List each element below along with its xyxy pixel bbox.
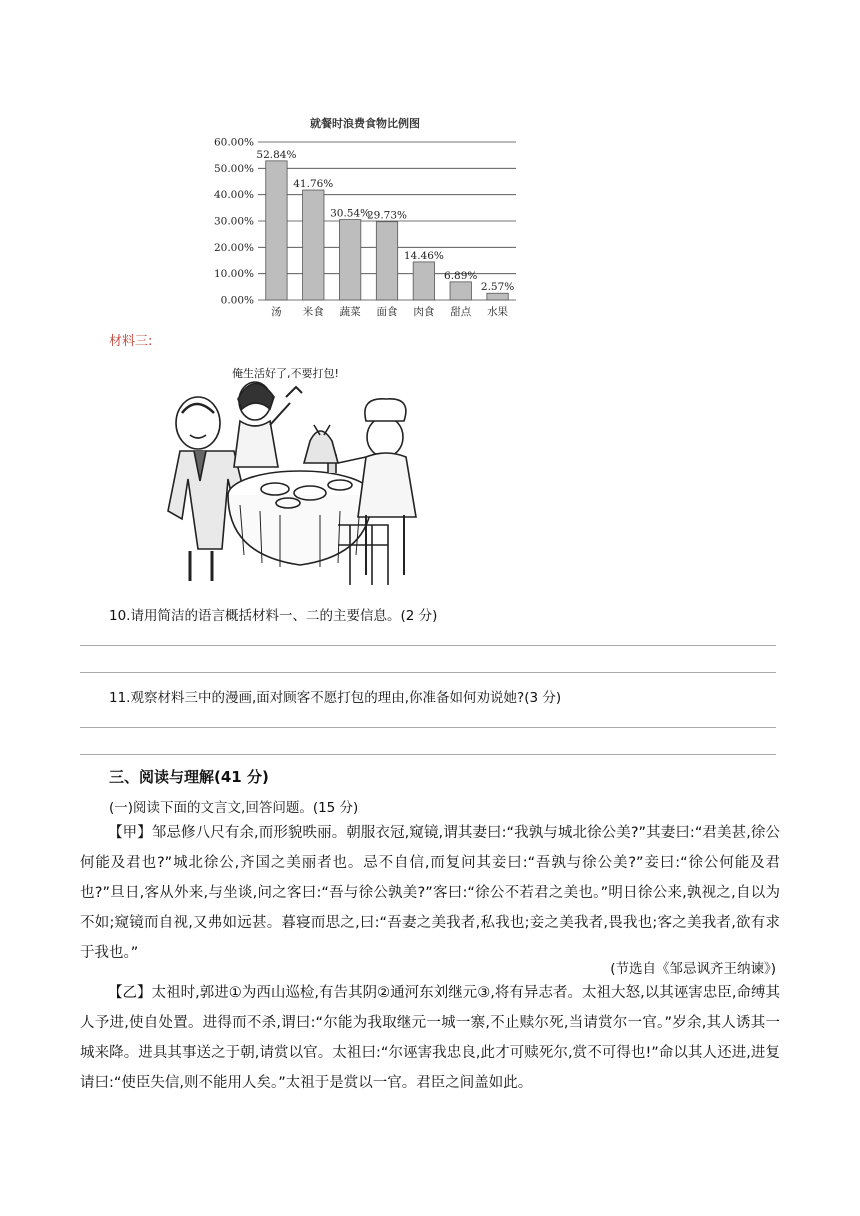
x-category-label: 米食 [302, 306, 324, 318]
question-10: 10.请用简洁的语言概括材料一、二的主要信息。(2 分) [109, 608, 438, 624]
passage-jia [80, 818, 780, 968]
answer-line[interactable] [80, 754, 776, 755]
bar-甜点 [450, 282, 471, 300]
bar-蔬菜 [339, 220, 360, 300]
bar-value-label: 14.46% [403, 249, 444, 262]
answer-line[interactable] [80, 672, 776, 673]
passage-source: (节选自《邹忌讽齐王纳谏》) [610, 961, 776, 977]
x-category-label: 汤 [271, 306, 282, 318]
y-tick-label: 60.00% [213, 136, 254, 149]
x-category-label: 面食 [376, 306, 398, 318]
material3-label: 材料三: [109, 334, 153, 349]
bar-面食 [376, 222, 397, 300]
bar-汤 [266, 161, 287, 300]
section-title: 三、阅读与理解(41 分) [109, 768, 269, 786]
food-waste-bar-chart [200, 110, 530, 325]
bar-value-label: 30.54% [330, 207, 371, 220]
bar-米食 [303, 190, 324, 300]
bar-value-label: 29.73% [366, 209, 408, 222]
section-subtitle: (一)阅读下面的文言文,回答问题。(15 分) [109, 800, 359, 816]
bar-肉食 [413, 262, 434, 300]
chart-title: 就餐时浪费食物比例图 [310, 117, 420, 130]
bar-value-label: 6.89% [444, 269, 478, 282]
y-tick-label: 20.00% [213, 241, 254, 254]
x-category-label: 肉食 [413, 306, 435, 318]
x-category-label: 蔬菜 [339, 306, 361, 318]
passage-yi [80, 978, 780, 1098]
passage-yi-text: 【乙】太祖时,郭进①为西山巡检,有告其阴②通河东刘继元③,将有异志者。太祖大怒,以其诬害忠臣,命缚其人予进,使自处置。进得而不杀,谓曰:“尔能为我取继元一城一寨,不止赎尔死,当请赏尔一官。”岁余,其人诱其一城来降。进具其事送之于朝,请赏以官。太祖曰:“尔诬害我忠良,此才可赎死尔,赏不可得也!”命以其人还进,进复请曰:“使臣失信,则不能用人矣。”太祖于是赏以一官。君臣之间盖如此。 [80, 985, 780, 1091]
answer-line[interactable] [80, 727, 776, 728]
cartoon-illustration [160, 355, 440, 590]
y-axis-tick-labels [214, 137, 254, 307]
bar-value-label: 2.57% [480, 281, 515, 294]
y-tick-label: 30.00% [213, 215, 254, 228]
bar-value-label: 41.76% [293, 178, 334, 191]
y-tick-label: 10.00% [213, 268, 254, 281]
y-tick-label: 50.00% [213, 162, 254, 175]
x-category-label: 水果 [487, 306, 509, 318]
question-11: 11.观察材料三中的漫画,面对顾客不愿打包的理由,你准备如何劝说她?(3 分) [109, 690, 562, 706]
x-axis-category-labels [271, 305, 508, 318]
bar-水果 [487, 293, 508, 300]
cartoon-speech: 俺生活好了,不要打包! [232, 367, 339, 380]
bar-value-label: 52.84% [256, 148, 297, 161]
y-tick-label: 0.00% [220, 294, 254, 307]
x-category-label: 甜点 [450, 306, 472, 318]
passage-jia-text: 【甲】邹忌修八尺有余,而形貌昳丽。朝服衣冠,窥镜,谓其妻曰:“我孰与城北徐公美?”其妻曰:“君美甚,徐公何能及君也?”城北徐公,齐国之美丽者也。忌不自信,而复问其妾曰:“吾孰与徐公美?”妾曰:“徐公何能及君也?”旦日,客从外来,与坐谈,问之客曰:“吾与徐公孰美?”客曰:“徐公不若君之美也。”明日徐公来,孰视之,自以为不如;窥镜而自视,又弗如远甚。暮寝而思之,曰:“吾妻之美我者,私我也;妾之美我者,畏我也;客之美我者,欲有求于我也。” [80, 825, 780, 961]
y-tick-label: 40.00% [213, 189, 254, 202]
answer-line[interactable] [80, 645, 776, 646]
